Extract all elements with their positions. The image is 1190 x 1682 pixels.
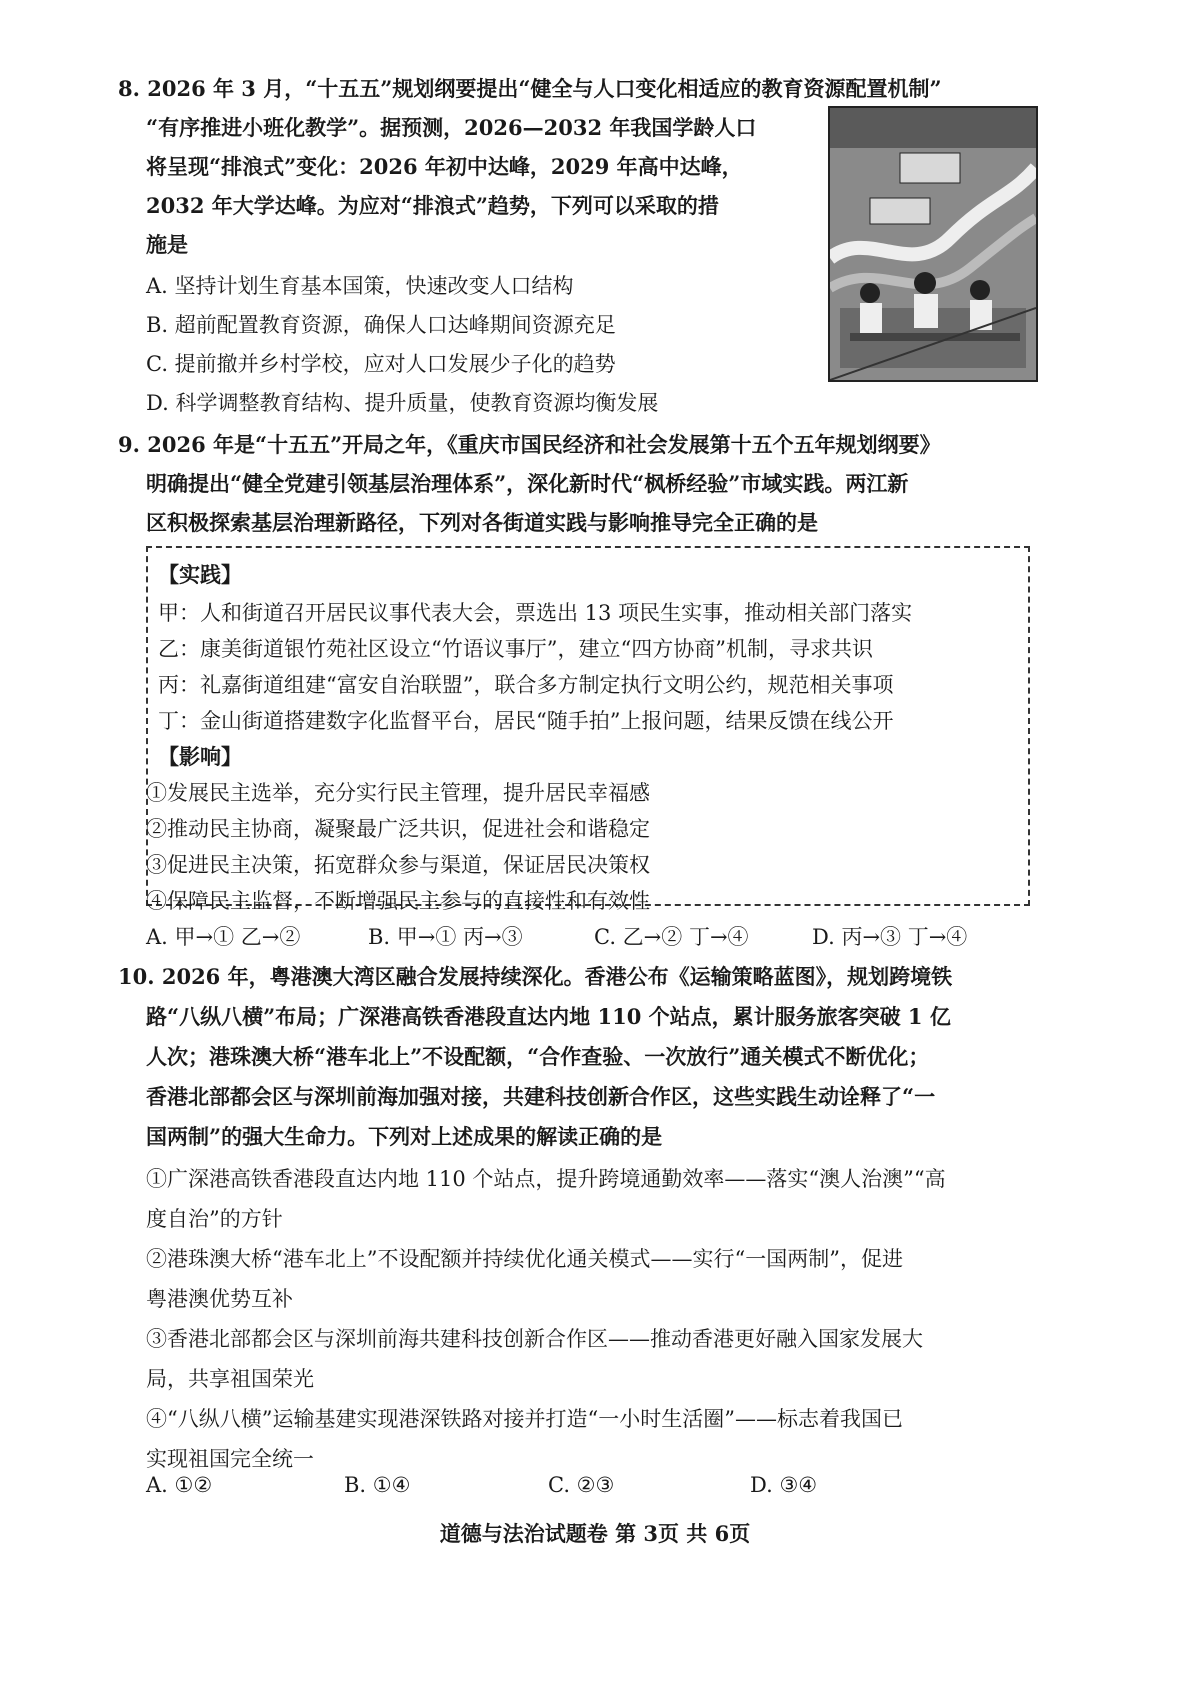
q9-impact-1: ①发展民主选举，充分实行民主管理，提升居民幸福感 (146, 781, 650, 805)
q9-choice-b: B. 甲→① 丙→③ (368, 925, 523, 949)
q9-choice-c: C. 乙→② 丁→④ (594, 925, 749, 949)
q8-option-a: A. 坚持计划生育基本国策，快速改变人口结构 (146, 274, 574, 298)
page-footer: 道德与法治试题卷 第 3页 共 6页 (439, 1521, 751, 1546)
q10-statement-2-line-1: ②港珠澳大桥“港车北上”不设配额并持续优化通关模式——实行“一国两制”，促进 (146, 1247, 903, 1271)
q10-statement-4-line-1: ④“八纵八横”运输基建实现港深铁路对接并打造“一小时生活圈”——标志着我国已 (146, 1407, 903, 1431)
q9-practice-bing: 丙：礼嘉街道组建“富安自治联盟”，联合多方制定执行文明公约，规范相关事项 (158, 673, 894, 697)
q10-statement-3-line-1: ③香港北部都会区与深圳前海共建科技创新合作区——推动香港更好融入国家发展大 (146, 1327, 923, 1351)
q10-stem-line-1: 10. 2026 年，粤港澳大湾区融合发展持续深化。香港公布《运输策略蓝图》，规划跨境铁 (118, 964, 953, 989)
q10-choice-a: A. ①② (146, 1473, 213, 1497)
q8-option-b: B. 超前配置教育资源，确保人口达峰期间资源充足 (146, 313, 616, 337)
q10-statement-1-line-2: 度自治”的方针 (146, 1207, 283, 1231)
q8-stem-line-2: “有序推进小班化教学”。据预测，2026—2032 年我国学龄人口 (146, 115, 757, 140)
q9-practice-jia: 甲：人和街道召开居民议事代表大会，票选出 13 项民生实事，推动相关部门落实 (158, 601, 913, 625)
q9-impact-3: ③促进民主决策，拓宽群众参与渠道，保证居民决策权 (146, 853, 650, 877)
q8-option-c: C. 提前撤并乡村学校，应对人口发展少子化的趋势 (146, 352, 616, 376)
q10-statement-2-line-2: 粤港澳优势互补 (146, 1287, 293, 1311)
q10-choice-c: C. ②③ (548, 1473, 615, 1497)
q9-choice-a: A. 甲→① 乙→② (146, 925, 301, 949)
q8-option-d: D. 科学调整教育结构、提升质量，使教育资源均衡发展 (146, 391, 659, 415)
q10-statement-4-line-2: 实现祖国完全统一 (146, 1447, 314, 1471)
q10-choice-b: B. ①④ (344, 1473, 411, 1497)
q10-choice-d: D. ③④ (750, 1473, 818, 1497)
q8-stem-line-5: 施是 (146, 232, 188, 257)
q10-stem-line-2: 路“八纵八横”布局；广深港高铁香港段直达内地 110 个站点，累计服务旅客突破 1 亿 (146, 1004, 951, 1029)
q9-impact-2: ②推动民主协商，凝聚最广泛共识，促进社会和谐稳定 (146, 817, 650, 841)
q9-practice-yi: 乙：康美街道银竹苑社区设立“竹语议事厅”，建立“四方协商”机制，寻求共识 (158, 637, 873, 661)
q8-stem-line-4: 2032 年大学达峰。为应对“排浪式”趋势，下列可以采取的措 (146, 193, 719, 218)
q10-statement-1-line-1: ①广深港高铁香港段直达内地 110 个站点，提升跨境通勤效率——落实“澳人治澳”“高 (146, 1167, 946, 1191)
q8-stem-line-1: 8. 2026 年 3 月，“十五五”规划纲要提出“健全与人口变化相适应的教育资源配置机制” (118, 76, 942, 101)
q9-stem-line-3: 区积极探索基层治理新路径，下列对各街道实践与影响推导完全正确的是 (146, 510, 818, 535)
q9-stem-line-1: 9. 2026 年是“十五五”开局之年，《重庆市国民经济和社会发展第十五个五年规划纲要》 (118, 432, 941, 457)
classroom-illustration (828, 106, 1038, 382)
q10-stem-line-4: 香港北部都会区与深圳前海加强对接，共建科技创新合作区，这些实践生动诠释了“一 (146, 1084, 936, 1109)
q10-stem-line-3: 人次；港珠澳大桥“港车北上”不设配额，“合作查验、一次放行”通关模式不断优化； (146, 1044, 930, 1069)
q10-stem-line-5: 国两制”的强大生命力。下列对上述成果的解读正确的是 (146, 1124, 663, 1149)
q9-stem-line-2: 明确提出“健全党建引领基层治理体系”，深化新时代“枫桥经验”市域实践。两江新 (146, 471, 909, 496)
q9-practice-ding: 丁：金山街道搭建数字化监督平台，居民“随手拍”上报问题，结果反馈在线公开 (158, 709, 894, 733)
q9-choice-d: D. 丙→③ 丁→④ (812, 925, 968, 949)
q9-practice-heading: 【实践】 (158, 562, 242, 587)
q9-impact-heading: 【影响】 (158, 744, 242, 769)
q10-statement-3-line-2: 局，共享祖国荣光 (146, 1367, 314, 1391)
q8-stem-line-3: 将呈现“排浪式”变化：2026 年初中达峰，2029 年高中达峰， (146, 154, 743, 179)
q9-impact-4: ④保障民主监督，不断增强民主参与的直接性和有效性 (146, 889, 650, 913)
classroom-illustration-svg (830, 108, 1036, 380)
